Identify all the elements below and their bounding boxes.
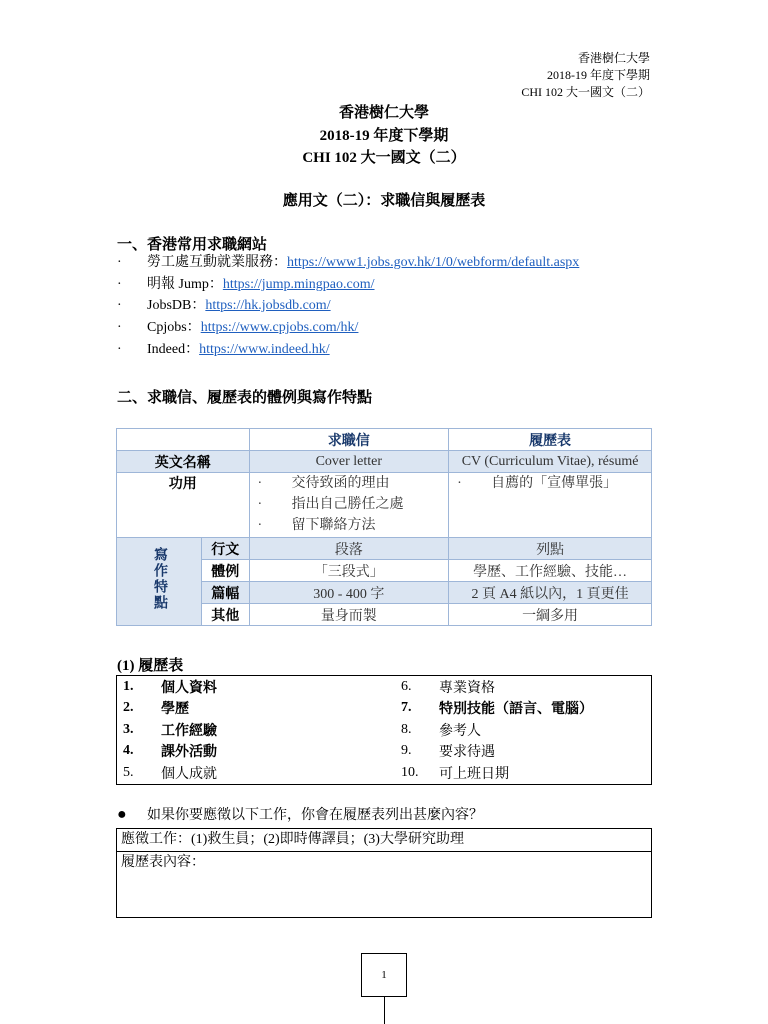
answer-label: 履歷表內容： [121, 855, 205, 870]
question [117, 804, 483, 824]
resume-item: 專業資格 [439, 680, 495, 696]
jobs-line: 應徵工作：(1)救生員；(2)即時傳譯員；(3)大學研究助理 [121, 832, 464, 847]
row-label: 體例 [202, 560, 250, 582]
row-label: 篇幅 [202, 582, 250, 604]
answer-box[interactable] [116, 851, 652, 918]
bullet-icon: ● [117, 806, 127, 823]
document-subtitle: 應用文（二）：求職信與履歷表 [282, 193, 486, 209]
resume-item: 課外活動 [161, 745, 217, 761]
header-course: CHI 102 大一國文（二） [521, 85, 650, 99]
site-item [117, 318, 358, 338]
table-row [117, 538, 652, 560]
bullet-icon: · [257, 497, 263, 512]
cell-cv: 一綱多用 [449, 604, 652, 626]
resume-heading: (1) 履歷表 [117, 658, 184, 674]
row-label: 其他 [202, 604, 250, 626]
site-item [117, 275, 375, 295]
site-label: 勞工處互動就業服務： [147, 255, 287, 270]
site-label: Indeed： [147, 342, 200, 357]
cell-letter: 量身而製 [249, 604, 449, 626]
site-item [117, 296, 331, 316]
section1-heading: 一、香港常用求職網站 [117, 237, 268, 253]
features-label-cell [117, 538, 202, 626]
bullet-icon: · [117, 277, 122, 292]
resume-items-table [116, 675, 652, 785]
site-link[interactable]: https://jump.mingpao.com/ [222, 277, 375, 292]
table-row [117, 451, 652, 473]
resume-item: 可上班日期 [439, 766, 509, 782]
title-course: CHI 102 大一國文（二） [302, 150, 466, 166]
table-row: 3. 工作經驗 8. 參考人 [117, 719, 652, 741]
bullet-icon: · [117, 255, 122, 270]
list-item: · 自薦的「宣傳單張」 [451, 473, 649, 494]
site-link[interactable]: https://hk.jobsdb.com/ [205, 298, 331, 313]
section2-heading: 二、求職信、履歷表的體例與寫作特點 [117, 390, 373, 406]
row-label: 行文 [202, 538, 250, 560]
cell-letter: 「三段式」 [249, 560, 449, 582]
header-term: 2018-19 年度下學期 [547, 68, 650, 82]
col-header-cv: 履歷表 [449, 429, 652, 451]
resume-item: 工作經驗 [161, 723, 217, 739]
site-link[interactable]: https://www.indeed.hk/ [199, 342, 330, 357]
list-item: · 留下聯絡方法 [252, 515, 447, 536]
running-header [521, 50, 650, 101]
site-label: JobsDB： [147, 298, 206, 313]
table-header-row [117, 429, 652, 451]
features-label: 寫作特點 [152, 547, 167, 611]
page-number-stem [384, 997, 385, 1024]
site-item [117, 340, 330, 360]
bullet-icon: · [457, 476, 462, 491]
resume-item: 參考人 [439, 723, 481, 739]
resume-item: 學歷 [161, 702, 189, 718]
site-label: Cpjobs： [147, 320, 201, 335]
site-item [117, 253, 579, 273]
bullet-icon: · [117, 342, 122, 357]
table-row: 4. 課外活動 9. 要求待遇 [117, 741, 652, 763]
list-item: · 指出自己勝任之處 [252, 494, 447, 515]
header-school: 香港樹仁大學 [577, 51, 650, 65]
table-row: 1. 個人資料 6. 專業資格 [117, 676, 652, 698]
cell-letter: Cover letter [249, 451, 449, 473]
site-link[interactable]: https://www.cpjobs.com/hk/ [200, 320, 359, 335]
table-row: 5. 個人成就 10. 可上班日期 [117, 762, 652, 784]
bullet-icon: · [117, 298, 122, 313]
resume-item: 個人成就 [161, 766, 217, 782]
bullet-icon: · [257, 476, 263, 491]
row-label: 英文名稱 [117, 451, 250, 473]
row-label: 功用 [117, 473, 250, 538]
cell-cv-functions [449, 473, 652, 538]
site-link[interactable]: https://www1.jobs.gov.hk/1/0/webform/default.aspx [287, 255, 580, 270]
cell-cv: 2 頁 A4 紙以內，1 頁更佳 [449, 582, 652, 604]
bullet-icon: · [257, 518, 263, 533]
bullet-icon: · [117, 320, 122, 335]
cell-cv: 學歷、工作經驗、技能… [449, 560, 652, 582]
cell-cv: 列點 [449, 538, 652, 560]
resume-item: 要求待遇 [439, 745, 495, 761]
jobs-box [116, 828, 652, 852]
question-text: 如果你要應徵以下工作，你會在履歷表列出甚麼內容？ [147, 808, 483, 823]
cell-letter: 300 - 400 字 [249, 582, 449, 604]
cell-cv: CV (Curriculum Vitae), résumé [449, 451, 652, 473]
site-label: 明報 Jump： [147, 277, 223, 292]
title-term: 2018-19 年度下學期 [319, 128, 449, 144]
list-item: · 交待致函的理由 [252, 473, 447, 494]
table-row [117, 473, 652, 538]
col-header-letter: 求職信 [249, 429, 449, 451]
comparison-table [116, 428, 652, 626]
title-school: 香港樹仁大學 [338, 105, 429, 121]
resume-item: 特別技能（語言、電腦） [439, 702, 593, 718]
page-number: 1 [361, 953, 407, 997]
cell-letter-functions [249, 473, 449, 538]
resume-item: 個人資料 [161, 680, 217, 696]
cell-letter: 段落 [249, 538, 449, 560]
table-row: 2. 學歷 7. 特別技能（語言、電腦） [117, 698, 652, 720]
